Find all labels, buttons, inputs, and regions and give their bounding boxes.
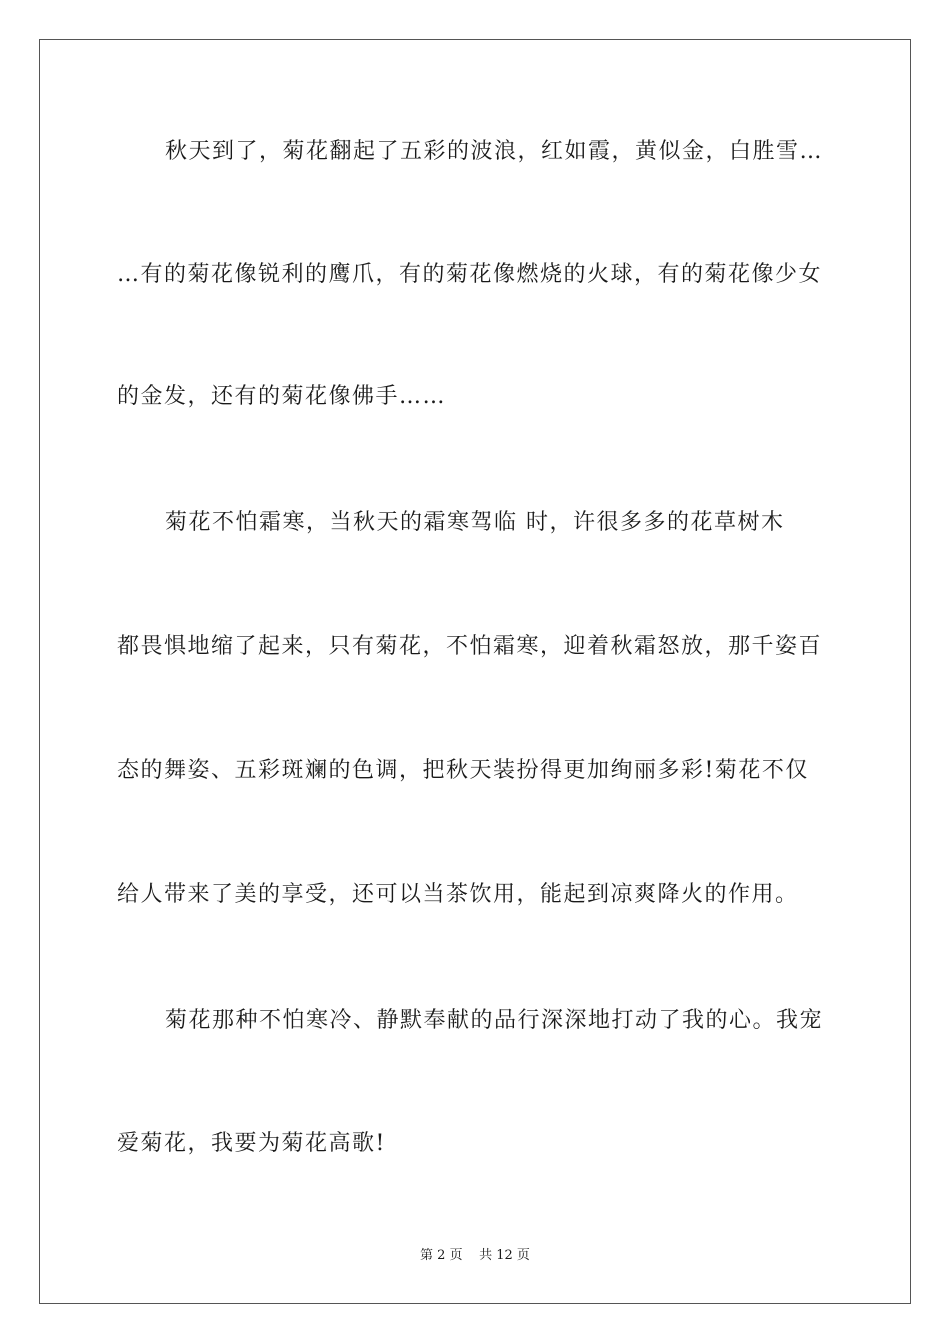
paragraph-2-line-1: 菊花不怕霜寒，当秋天的霜寒驾临 时，许很多多的花草树木 [165, 510, 785, 535]
total-pages: 共 12 页 [479, 1248, 530, 1263]
page-number: 第 2 页 [420, 1248, 463, 1263]
paragraph-2-line-3: 态的舞姿、五彩斑斓的色调，把秋天装扮得更加绚丽多彩!菊花不仅 [117, 758, 809, 783]
paragraph-3-line-1: 菊花那种不怕寒冷、静默奉献的品行深深地打动了我的心。我宠 [165, 1008, 824, 1033]
paragraph-1-line-1: 秋天到了，菊花翻起了五彩的波浪，红如霞，黄似金，白胜雪… [165, 139, 824, 164]
paragraph-2-line-4: 给人带来了美的享受，还可以当茶饮用，能起到凉爽降火的作用。 [117, 882, 799, 907]
page-footer [0, 1244, 950, 1263]
paragraph-2-line-2: 都畏惧地缩了起来，只有菊花，不怕霜寒，迎着秋霜怒放，那千姿百 [117, 634, 823, 659]
paragraph-1-line-2: …有的菊花像锐利的鹰爪，有的菊花像燃烧的火球，有的菊花像少女 [117, 262, 823, 287]
paragraph-1-line-3: 的金发，还有的菊花像佛手…… [117, 384, 447, 409]
paragraph-3-line-2: 爱菊花，我要为菊花高歌! [117, 1131, 386, 1156]
page-frame [39, 39, 911, 1304]
